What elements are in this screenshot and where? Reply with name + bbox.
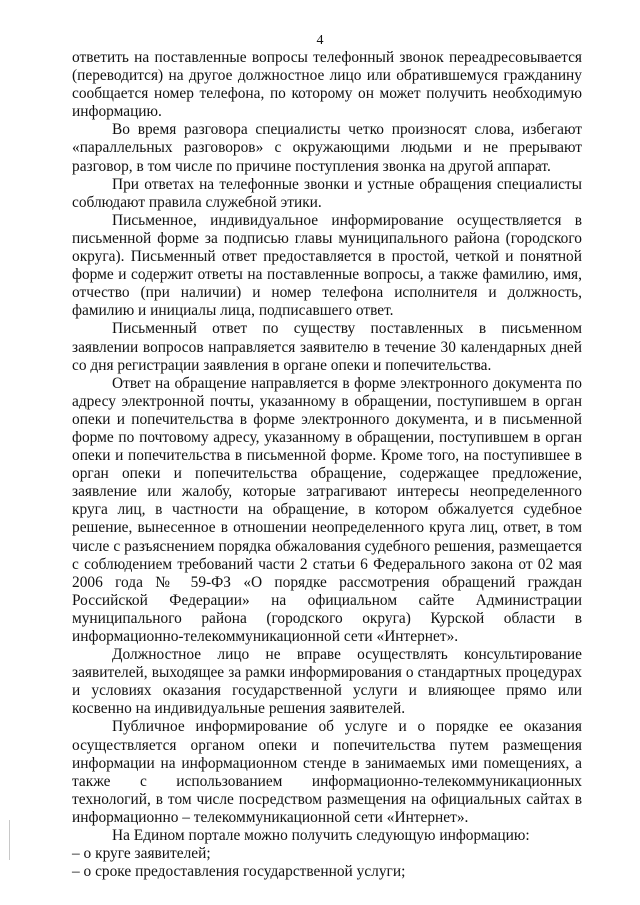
paragraph-written-answer-term: Письменный ответ по существу поставленных в письменном заявлении вопросов направляется заявителю в течение 30 календарных дней со дня регистрации заявления в органе опеки и попечительства. <box>72 320 582 374</box>
paragraph-written-informing: Письменное, индивидуальное информирование осуществляется в письменной форме за подписью главы муниципального района (городского округа). Письменный ответ предоставляется в простой, четкой и понятной форме и содержит ответы на поставленные вопросы, а также фамилию, имя, отчество (при наличии) и номер телефона исполнителя и должность, фамилию и инициалы лица, подписавшего ответ. <box>72 211 582 320</box>
paragraph-public-informing: Публичное информирование об услуге и о порядке ее оказания осуществляется органом опеки и попечительства путем размещения информации на информационном стенде в занимаемых ими помещениях, а также с использованием информационно-телекоммуникационных технологий, в том числе посредством размещения на официальных сайтах в информационно – телекоммуникационной сети «Интернет». <box>72 718 582 826</box>
document-body <box>72 49 582 881</box>
scan-margin-mark <box>9 820 10 860</box>
list-item-applicants: – о круге заявителей; <box>72 845 211 863</box>
paragraph-consulting-limits: Должностное лицо не вправе осуществлять консультирование заявителей, выходящее за рамки информирования о стандартных процедурах и условиях оказания государственной услуги и влияющее прямо или косвенно на индивидуальные решения заявителей. <box>72 646 582 718</box>
paragraph-continuation: ответить на поставленные вопросы телефонный звонок переадресовывается (переводится) на другое должностное лицо или обратившемуся гражданину сообщается номер телефона, по которому он может получить необходимую информацию. <box>72 49 582 121</box>
paragraph-conversation-rules: Во время разговора специалисты четко произносят слова, избегают «параллельных разговоров» с окружающими людьми и не прерывают разговор, в том числе по причине поступления звонка на другой аппарат. <box>72 121 582 175</box>
list-item-service-term: – о сроке предоставления государственной услуги; <box>72 863 406 881</box>
paragraph-electronic-answer: Ответ на обращение направляется в форме электронного документа по адресу электронной почты, указанному в обращении, поступившем в орган опеки и попечительства в форме электронного документа, и в письменной форме по почтовому адресу, указанному в обращении, поступившем в орган опеки и попечительства в письменной форме. Кроме того, на поступившее в орган опеки и попечительства обращение, содержащее предложение, заявление или жалобу, которые затрагивают интересы неопределенного круга лиц, в частности на обращение, в котором обжалуется судебное решение, вынесенное в отношении неопределенного круга лиц, ответ, в том числе с разъяснением порядка обжалования судебного решения, размещается с соблюдением требований части 2 статьи 6 Федерального закона от 02 мая 2006 года № 59-ФЗ «О порядке рассмотрения обращений граждан Российской Федерации» на официальном сайте Администрации муниципального района (городского округа) Курской области в информационно-телекоммуникационной сети «Интернет». <box>72 374 582 645</box>
paragraph-portal-info: На Едином портале можно получить следующую информацию: <box>112 827 530 845</box>
paragraph-ethics: При ответах на телефонные звонки и устные обращения специалисты соблюдают правила служебной этики. <box>72 175 582 211</box>
page-number: 4 <box>316 33 324 48</box>
